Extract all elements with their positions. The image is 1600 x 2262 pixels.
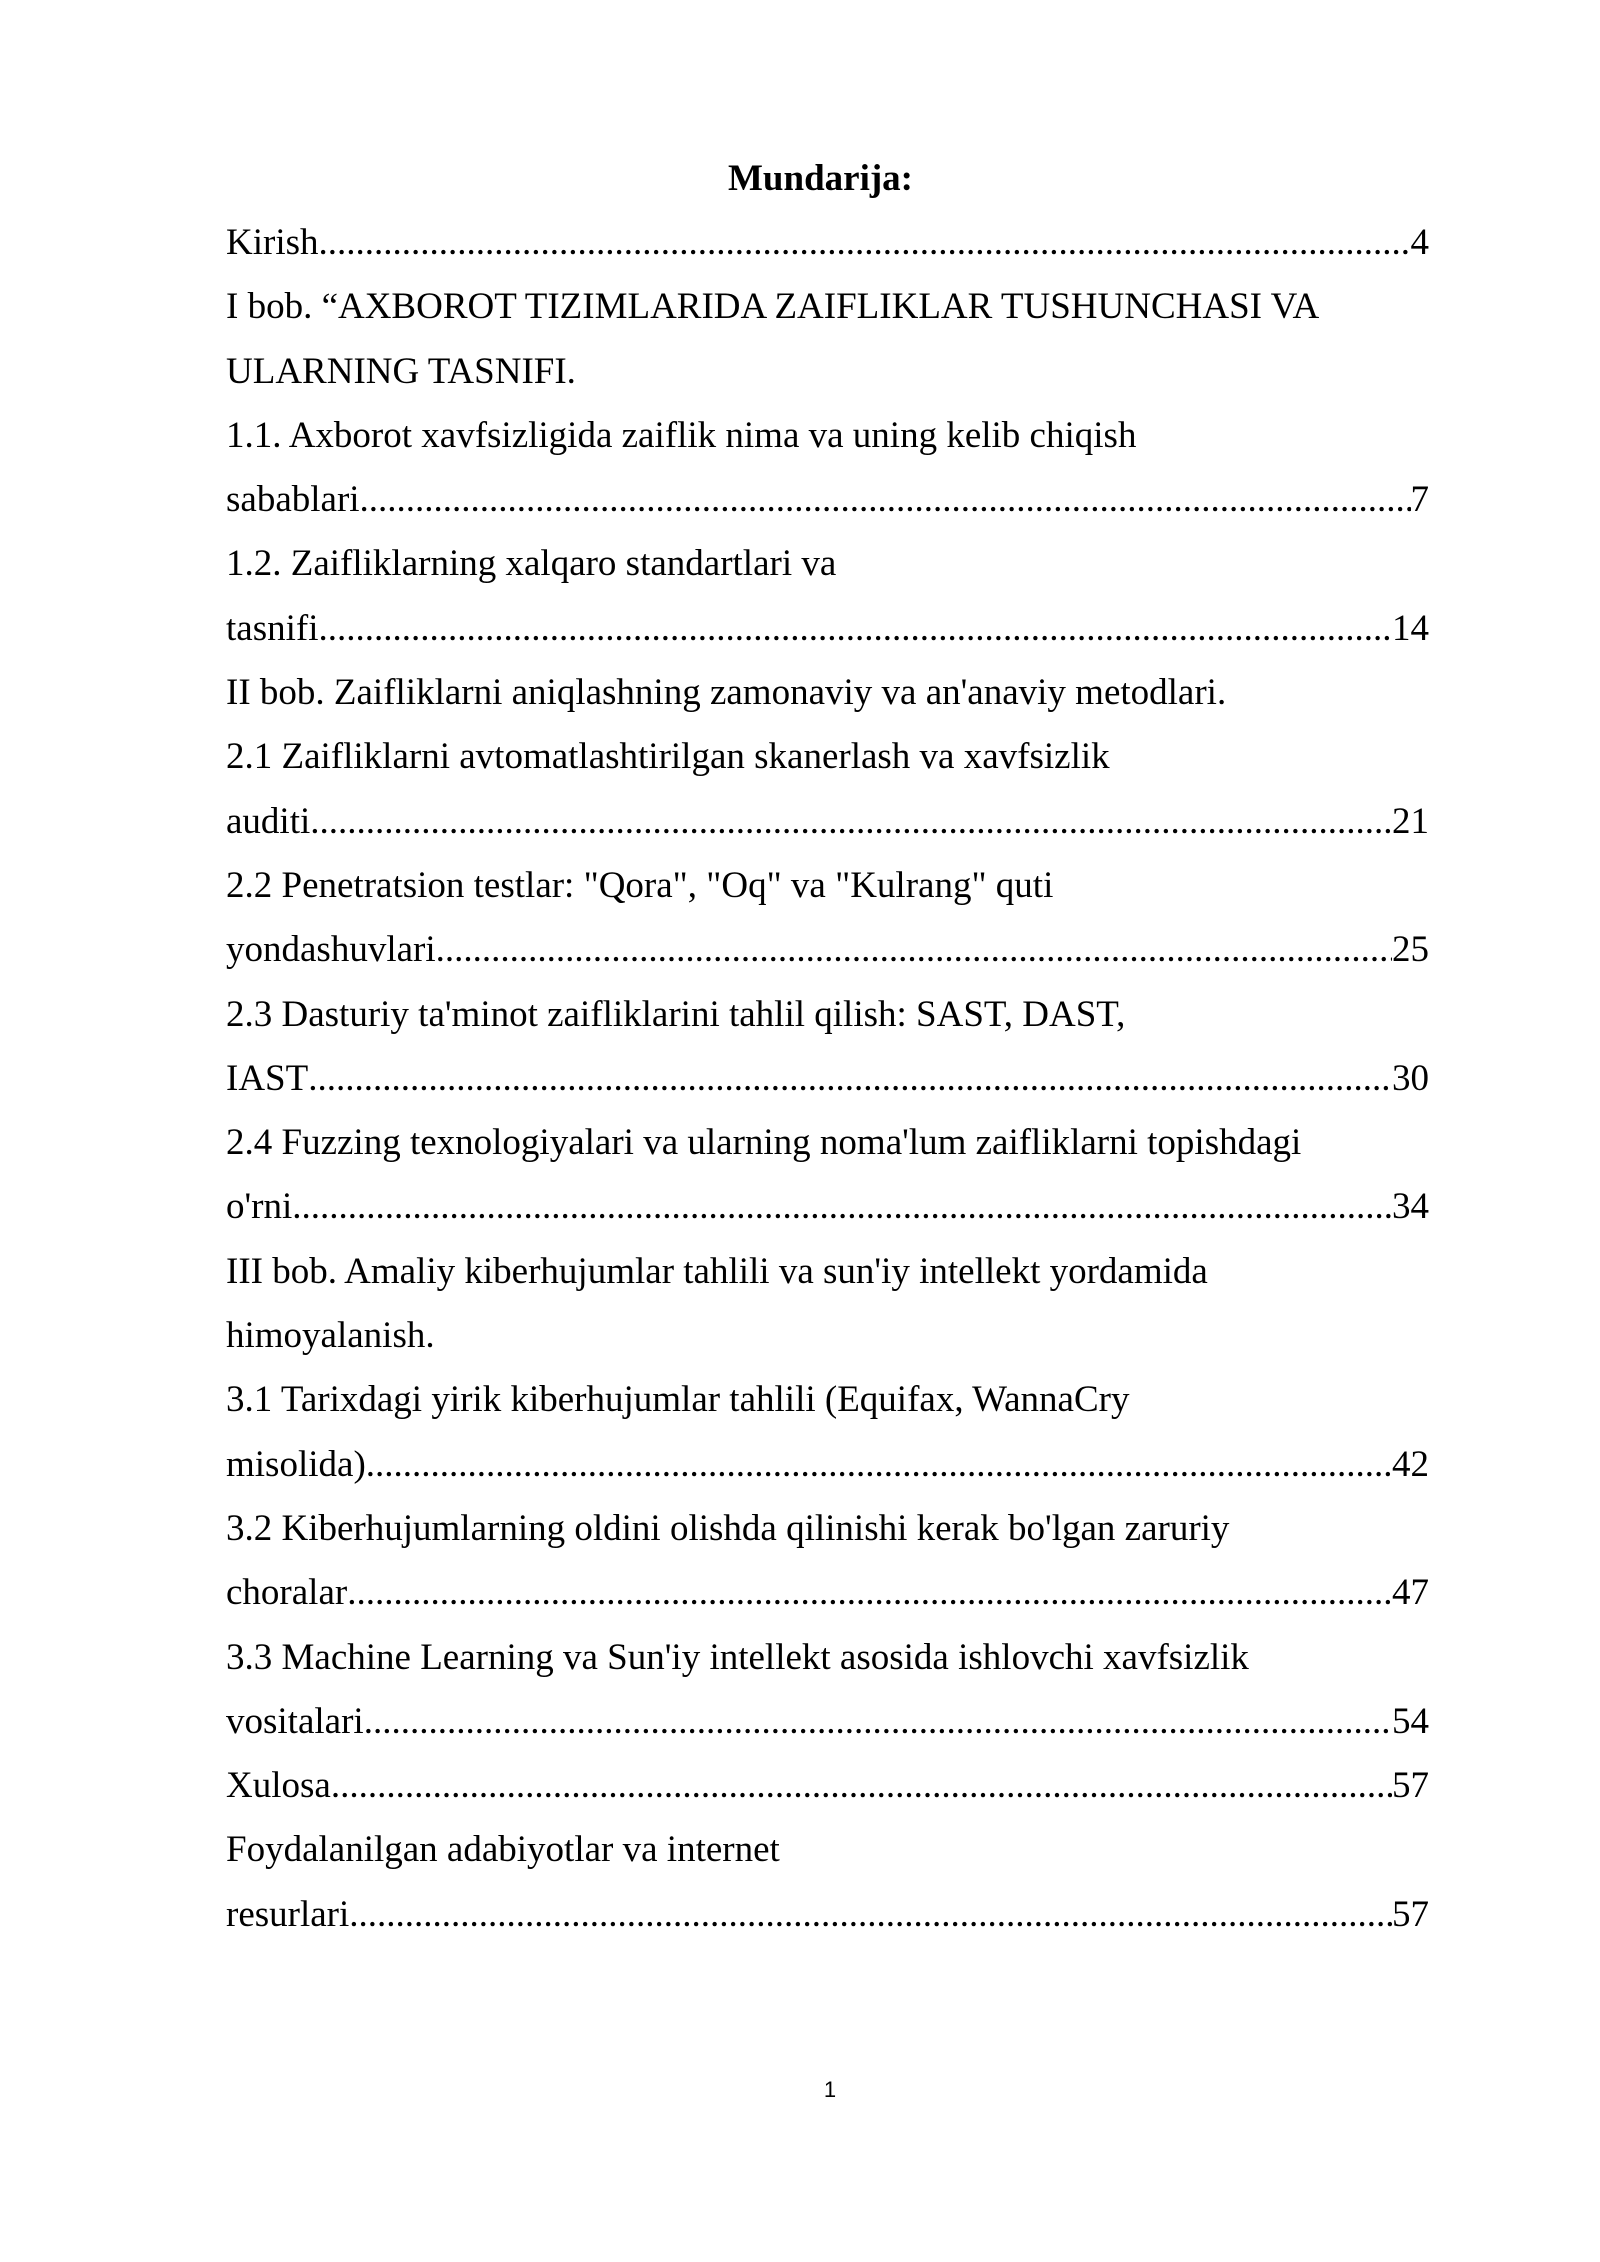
toc-entry-text: 3.3 Machine Learning va Sun'iy intellekt asosida ishlovchi xavfsizlik: [226, 1636, 1249, 1678]
toc-page-number: 54: [1392, 1700, 1429, 1742]
toc-line: [226, 790, 1429, 854]
toc-line: [226, 983, 1429, 1047]
toc-line: [226, 854, 1429, 918]
toc-page-number: 4: [1410, 222, 1429, 263]
toc-line: [226, 404, 1429, 468]
toc-line: [226, 1111, 1429, 1175]
toc-entry-text: yondashuvlari: [226, 929, 436, 971]
toc-line: [226, 1561, 1429, 1625]
toc-entry-text: II bob. Zaifliklarni aniqlashning zamonaviy va an'anaviy metodlari.: [226, 672, 1227, 714]
toc-page-number: 57: [1392, 1765, 1429, 1807]
toc-entry-text: choralar: [226, 1572, 348, 1614]
toc-entry-text: I bob. “AXBOROT TIZIMLARIDA ZAIFLIKLAR TUSHUNCHASI VA: [226, 286, 1320, 328]
dot-leader: [349, 1883, 1392, 1947]
toc-line: [226, 597, 1429, 661]
dot-leader: [292, 1175, 1392, 1239]
toc-page-number: 25: [1392, 929, 1429, 971]
dot-leader: [331, 1754, 1392, 1818]
toc-line: [226, 340, 1429, 404]
toc-entry-text: 2.1 Zaifliklarni avtomatlashtirilgan skanerlash va xavfsizlik: [226, 736, 1110, 778]
toc-entry-text: 2.4 Fuzzing texnologiyalari va ularning noma'lum zaifliklarni topishdagi: [226, 1122, 1302, 1164]
toc-entry-text: vositalari: [226, 1700, 364, 1742]
toc-line: [226, 661, 1429, 725]
toc-page-number: 21: [1392, 800, 1429, 842]
toc-line: [226, 1497, 1429, 1561]
toc-line: [226, 1368, 1429, 1432]
dot-leader: [318, 597, 1392, 661]
toc-entry-text: ULARNING TASNIFI.: [226, 350, 576, 392]
toc-line: [226, 275, 1429, 339]
toc-line: [226, 1883, 1429, 1947]
toc-entry-text: misolida): [226, 1443, 366, 1485]
toc-entry-text: sabablari: [226, 479, 360, 521]
dot-leader: [364, 1690, 1392, 1754]
dot-leader: [347, 1561, 1392, 1625]
toc-line: [226, 725, 1429, 789]
toc-entry-text: himoyalanish.: [226, 1315, 435, 1357]
toc-page-number: 7: [1410, 479, 1429, 521]
toc-entry-text: 3.2 Kiberhujumlarning oldini olishda qilinishi kerak bo'lgan zaruriy: [226, 1507, 1230, 1549]
toc-line: [226, 1754, 1429, 1818]
toc-line: [226, 1047, 1429, 1111]
dot-leader: [310, 790, 1392, 854]
toc-entry-text: tasnifi: [226, 607, 319, 649]
toc-entry-text: 3.1 Tarixdagi yirik kiberhujumlar tahlili (Equifax, WannaCry: [226, 1379, 1130, 1421]
toc-line: [226, 1240, 1429, 1304]
toc-page-number: 47: [1392, 1572, 1429, 1614]
toc-entry-text: III bob. Amaliy kiberhujumlar tahlili va sun'iy intellekt yordamida: [226, 1250, 1208, 1292]
toc-line: [226, 918, 1429, 982]
toc-line: [226, 1626, 1429, 1690]
toc-page-number: 14: [1392, 607, 1429, 649]
toc-entry-text: o'rni: [226, 1186, 293, 1228]
toc-entry-text: 1.2. Zaifliklarning xalqaro standartlari va: [226, 543, 837, 585]
toc-title: Mundarija:: [728, 158, 913, 199]
dot-leader: [308, 1047, 1392, 1111]
toc-page-number: 30: [1392, 1057, 1429, 1099]
toc-line: [226, 1175, 1429, 1239]
toc-entry-text: Foydalanilgan adabiyotlar va internet: [226, 1829, 780, 1871]
toc-line: [226, 211, 1429, 275]
toc-line: [226, 1818, 1429, 1882]
toc-entry-text: auditi: [226, 800, 311, 842]
toc-entry-text: IAST: [226, 1057, 309, 1099]
dot-leader: [366, 1433, 1392, 1497]
toc-line: [226, 532, 1429, 596]
toc-entry-text: resurlari: [226, 1893, 350, 1935]
toc-line: [226, 1690, 1429, 1754]
toc-entry-text: 2.3 Dasturiy ta'minot zaifliklarini tahlil qilish: SAST, DAST,: [226, 993, 1126, 1035]
toc-line: [226, 1304, 1429, 1368]
toc-entry-text: 1.1. Axborot xavfsizligida zaiflik nima va uning kelib chiqish: [226, 414, 1137, 456]
toc-entry-text: Xulosa: [226, 1765, 331, 1807]
dot-leader: [360, 468, 1411, 532]
toc-line: [226, 1433, 1429, 1497]
page-number: 1: [823, 2077, 837, 2102]
toc-entry-text: Kirish: [226, 222, 319, 263]
toc-line: [226, 468, 1429, 532]
toc-page-number: 42: [1392, 1443, 1429, 1485]
toc-page-number: 57: [1392, 1893, 1429, 1935]
toc-page-number: 34: [1392, 1186, 1429, 1228]
table-of-contents: [226, 147, 1429, 1947]
dot-leader: [319, 211, 1411, 275]
dot-leader: [436, 918, 1392, 982]
toc-entry-text: 2.2 Penetratsion testlar: "Qora", "Oq" va "Kulrang" quti: [226, 864, 1054, 906]
